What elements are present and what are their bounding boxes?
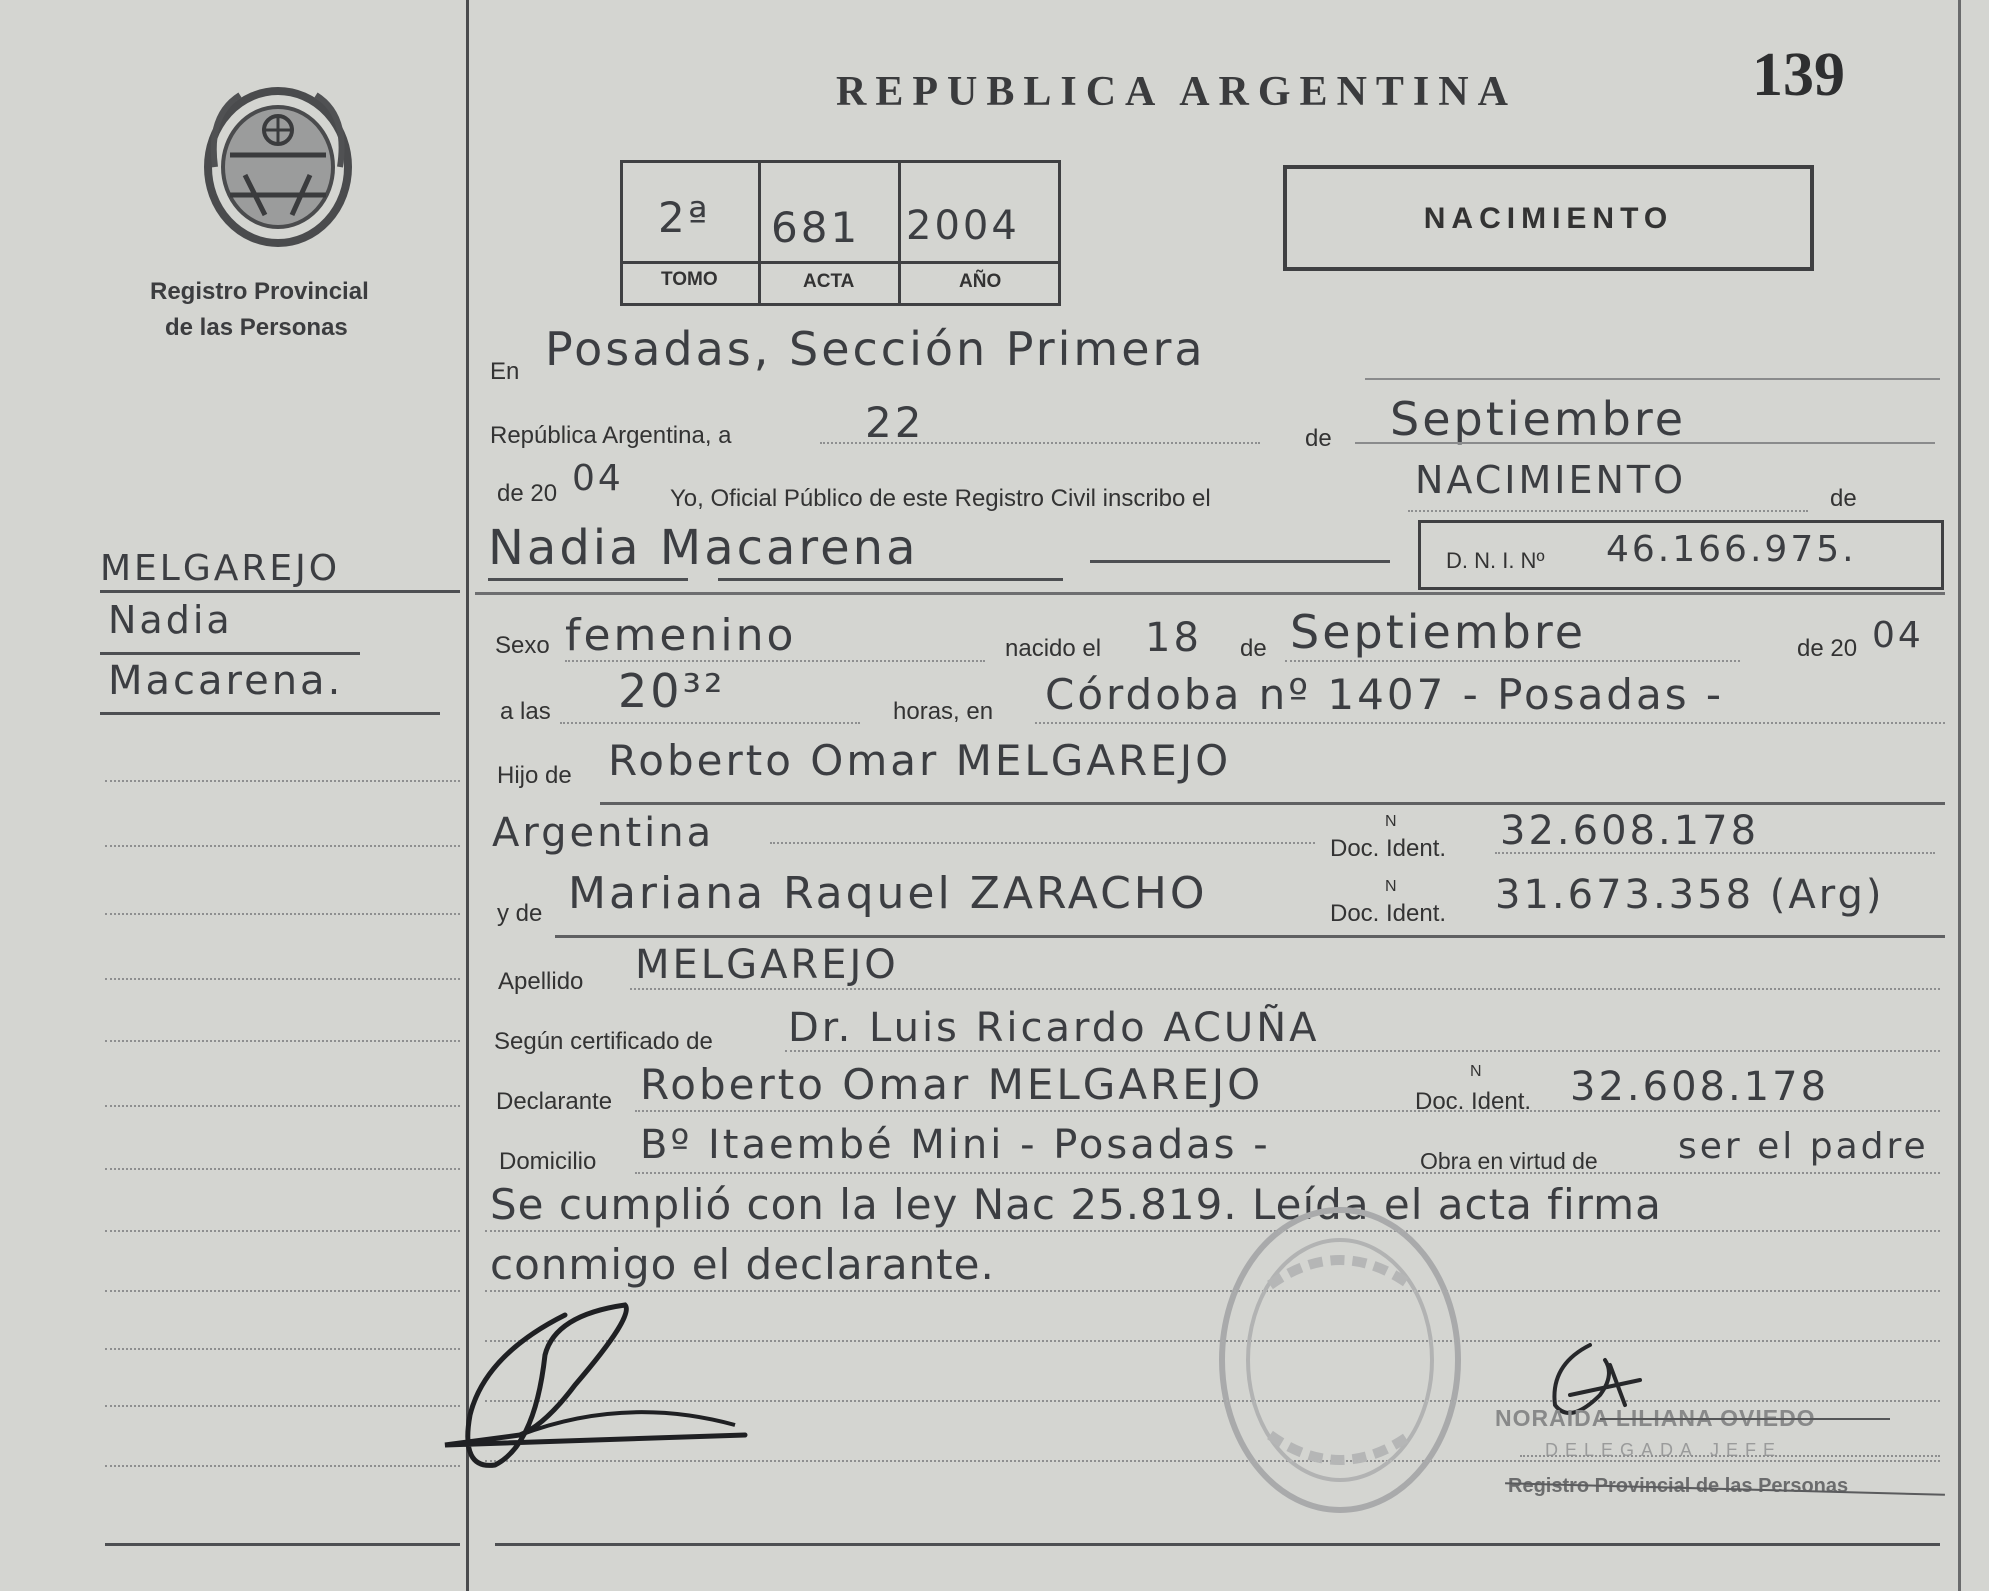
domicilio-value: Bº Itaembé Mini - Posadas - (640, 1122, 1271, 1168)
form-rule (1495, 852, 1935, 854)
nacido-label: nacido el (1005, 635, 1102, 662)
birth-year-suffix: 04 (1872, 615, 1924, 656)
margin-rule (105, 1348, 460, 1350)
father-name: Roberto Omar MELGAREJO (608, 736, 1232, 785)
right-border (1958, 0, 1961, 1591)
father-nationality: Argentina (492, 810, 715, 856)
sexo-value: femenino (565, 610, 797, 661)
dni-box (1418, 520, 1944, 590)
segun-label: Según certificado de (494, 1028, 713, 1055)
form-rule (1520, 1455, 1940, 1457)
official-office: Registro Provincial de las Personas (1508, 1475, 1849, 1497)
registry-seal-icon (200, 85, 355, 250)
doc-ident-label: Doc. Ident. (1330, 835, 1447, 862)
registry-name-line2: de las Personas (165, 314, 348, 341)
declarante-value: Roberto Omar MELGAREJO (640, 1060, 1264, 1109)
day-value: 22 (865, 398, 925, 447)
declarante-doc: 32.608.178 (1570, 1064, 1830, 1110)
oficial-text: Yo, Oficial Público de este Registro Civil inscribo el (670, 485, 1211, 512)
acta-value: 681 (771, 203, 861, 252)
margin-rule (105, 1290, 460, 1292)
official-title: DELEGADA JEFE (1545, 1440, 1783, 1460)
doc-n-mark-3: N (1470, 1063, 1482, 1080)
margin-first-name: Nadia (108, 598, 233, 642)
form-rule (820, 442, 1260, 444)
form-rule (560, 722, 860, 724)
form-rule (1365, 378, 1940, 380)
sexo-label: Sexo (495, 632, 550, 659)
birth-month: Septiembre (1290, 605, 1587, 659)
margin-rule (105, 1040, 460, 1042)
ano-label: AÑO (959, 271, 1002, 292)
notes-line-1: Se cumplió con la ley Nac 25.819. Leída el acta firma (490, 1180, 1662, 1229)
obra-label: Obra en virtud de (1420, 1148, 1598, 1174)
child-name: Nadia Macarena (488, 520, 919, 576)
record-box-divider (623, 261, 1058, 264)
place-value: Posadas, Sección Primera (545, 322, 1206, 376)
declarante-label: Declarante (496, 1088, 613, 1115)
de-label-2: de (1830, 485, 1857, 512)
form-rule (718, 578, 1063, 581)
form-rule (770, 842, 1315, 844)
margin-rule (105, 978, 460, 980)
month-value: Septiembre (1390, 392, 1687, 446)
de-label-3: de (1240, 635, 1267, 662)
margin-rule (105, 780, 460, 782)
margin-rule (105, 1105, 460, 1107)
ano-value: 2004 (906, 203, 1020, 249)
year-prefix: de 20 (497, 480, 558, 507)
doc-ident-label-2: Doc. Ident. (1330, 900, 1447, 927)
domicilio-label: Domicilio (499, 1148, 597, 1175)
doc-ident-label-3: Doc. Ident. (1415, 1088, 1532, 1115)
page-number: 139 (1752, 41, 1845, 109)
doc-n-mark: N (1385, 813, 1397, 830)
form-rule (1408, 510, 1808, 512)
form-rule (1355, 442, 1935, 444)
form-rule (635, 1110, 1940, 1112)
record-box-divider (898, 163, 901, 303)
dni-value: 46.166.975. (1606, 529, 1857, 570)
margin-rule (105, 1543, 460, 1546)
form-rule (1035, 722, 1945, 724)
margin-line (100, 652, 360, 655)
margin-second-name: Macarena. (108, 658, 344, 704)
record-box (620, 160, 1061, 306)
doc-n-mark-2: N (1385, 878, 1397, 895)
margin-line (100, 712, 440, 715)
act-inscribed: NACIMIENTO (1415, 458, 1687, 502)
form-rule (565, 660, 985, 662)
apellido-label: Apellido (498, 968, 584, 995)
margin-rule (105, 1230, 460, 1232)
margin-line (100, 590, 460, 593)
de-label: de (1305, 425, 1332, 452)
margin-rule (105, 1168, 460, 1170)
form-rule (555, 935, 1945, 938)
acta-label: ACTA (803, 271, 855, 292)
republica-label: República Argentina, a (490, 422, 732, 449)
certificado-value: Dr. Luis Ricardo ACUÑA (788, 1005, 1320, 1051)
tomo-value: 2ª (658, 193, 711, 242)
birth-year-prefix: de 20 (1797, 635, 1858, 662)
form-rule (785, 1050, 1940, 1052)
country-title: REPUBLICA ARGENTINA (836, 69, 1517, 115)
year-suffix: 04 (572, 458, 624, 499)
father-doc: 32.608.178 (1500, 808, 1760, 854)
form-rule (1090, 560, 1390, 563)
form-rule (488, 578, 688, 581)
mother-doc: 31.673.358 (Arg) (1495, 872, 1885, 918)
en-label: En (490, 358, 520, 385)
form-rule (495, 1543, 1940, 1546)
act-type-box (1283, 165, 1814, 271)
declarant-signature (425, 1295, 770, 1485)
margin-rule (105, 1465, 460, 1467)
official-stamp-icon (1210, 1195, 1470, 1525)
apellido-value: MELGAREJO (635, 942, 899, 988)
signature-strike (1600, 1418, 1890, 1420)
mother-name: Mariana Raquel ZARACHO (568, 868, 1208, 919)
birth-time: 20³² (618, 664, 726, 718)
form-separator (475, 592, 1945, 595)
form-rule (635, 1172, 1940, 1174)
notes-line-2: conmigo el declarante. (490, 1240, 995, 1289)
form-rule (630, 988, 1940, 990)
margin-rule (105, 1405, 460, 1407)
act-type: NACIMIENTO (1423, 202, 1674, 235)
horas-label: horas, en (893, 698, 994, 725)
tomo-label: TOMO (661, 269, 718, 290)
dni-label: D. N. I. Nº (1446, 548, 1545, 573)
birth-place: Córdoba nº 1407 - Posadas - (1045, 670, 1725, 719)
obra-value: ser el padre (1678, 1126, 1929, 1167)
form-rule (600, 802, 1945, 805)
a-las-label: a las (500, 698, 551, 725)
margin-rule (105, 845, 460, 847)
official-name: NORAIDA LILIANA OVIEDO (1495, 1405, 1816, 1431)
record-box-divider (758, 163, 761, 303)
y-de-label: y de (497, 900, 543, 927)
registry-name-line1: Registro Provincial (150, 278, 369, 305)
birth-day: 18 (1145, 615, 1202, 661)
margin-surname: MELGAREJO (100, 548, 341, 589)
form-rule (1285, 660, 1740, 662)
hijo-label: Hijo de (497, 762, 572, 789)
margin-rule (105, 913, 460, 915)
